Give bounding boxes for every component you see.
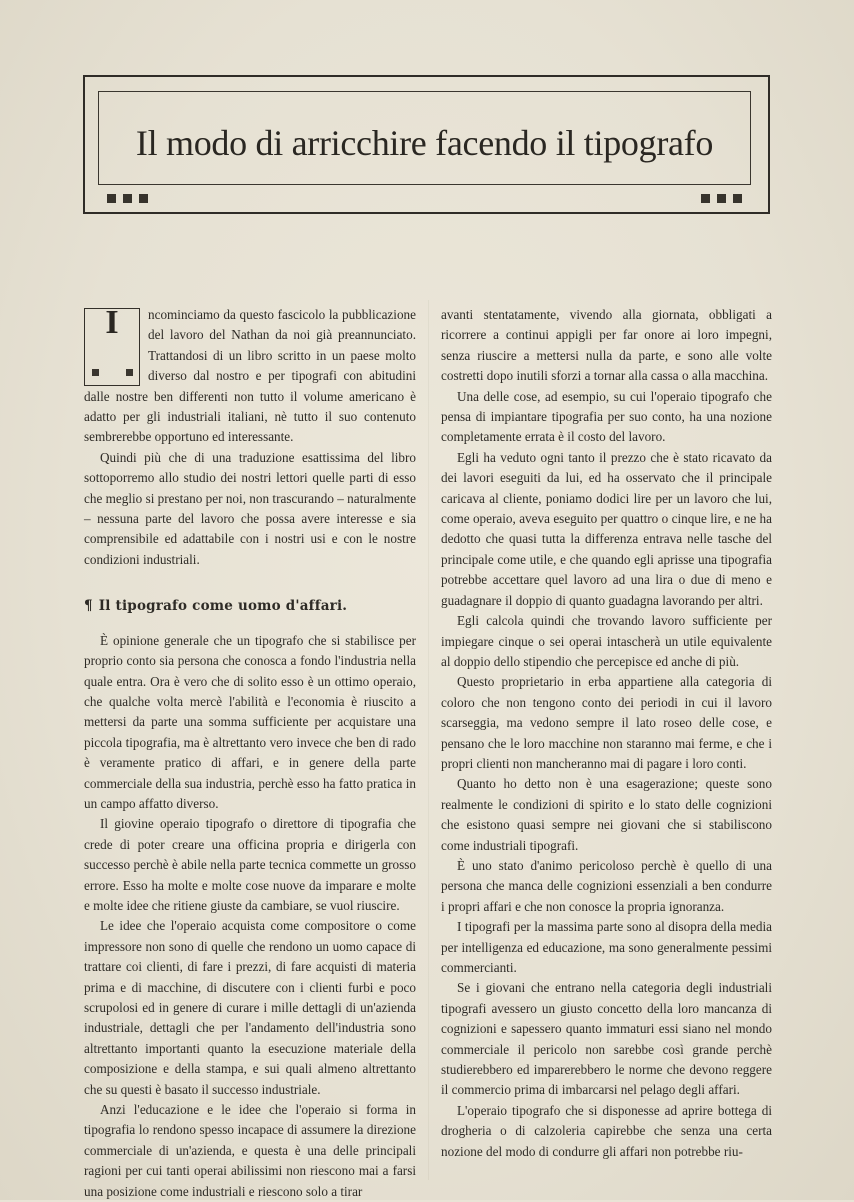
- paragraph: Quindi più che di una traduzione esattissima del libro sottoporremo allo studio dei nostri lettori quelle parti di esso che meglio si prestano per noi, non trascurando – naturalmente – nessuna parte del lavoro che possa avere interesse e sia comprensibile ed adattabile con i nostri usi e con le nostre condizioni industriali.: [84, 449, 416, 567]
- page-crease: [428, 300, 429, 1180]
- title-frame: [83, 75, 770, 214]
- paragraph: Se i giovani che entrano nella categoria degli industriali tipografi avessero un giusto concetto della loro mancanza di cognizioni e sapessero quanto immaturi essi siano nel mondo commerciale il pericolo non sarebbe così grande perchè studierebbero ed imparerebbero le norme che devono reggere il commercio prima di imbarcarsi nel pelago degli affari.: [441, 980, 772, 1098]
- paragraph: L'operaio tipografo che si disponesse ad aprire bottega di drogheria o di calzoleria capirebbe che senza una certa nozione del modo di condurre gli affari non potrebbe riu-: [441, 1102, 772, 1159]
- paragraph-text: ncominciamo da questo fascicolo la pubblicazione del lavoro del Nathan da noi già preannunciato. Trattandosi di un libro scritto in un paese molto diverso dal nostro e per tipografi con abitudini dalle nostre ben differenti non tutto il volume americano è adatto per gli industriali italiani, nè tutto il suo contenuto sembrerebbe opportuno ed interessante.: [84, 307, 416, 445]
- title-inner-frame: [98, 91, 751, 185]
- paragraph: avanti stentatamente, vivendo alla giornata, obbligati a ricorrere a continui appigli per far onore ai loro impegni, senza riuscire a mettersi nulla da parte, e sono alle volte costretti dopo inutili sforzi a tornar alla cassa o alla macchina.: [441, 307, 772, 384]
- paragraph: Egli calcola quindi che trovando lavoro sufficiente per impiegare cinque o sei operai intascherà un utile equivalente al doppio dello stipendio che percepisce ed anche di più.: [441, 613, 772, 669]
- dropcap-frame: [84, 304, 140, 386]
- paragraph: Le idee che l'operaio acquista come compositore o come impressore non sono di quelle che rendono un uomo capace di trattare coi clienti, di fare i prezzi, di fare acquisti di materia prima e di macchine, di discutere con i clienti furbi e poco scrupolosi ed in genere di curare i mille dettagli di un'azienda industriale, dettagli che per l'andamento dell'industria sono altrettanto importanti quanto la esecuzione materiale della composizione e della stampa, e sui quali almeno altrettanto che su questi è basato il successo industriale.: [84, 918, 416, 1097]
- section-heading: [84, 596, 416, 616]
- ornament-squares-left-icon: [107, 194, 148, 203]
- ornament-squares-right-icon: [701, 194, 742, 203]
- pilcrow-icon: ¶: [84, 598, 93, 615]
- dropcap-ornament-icon: [92, 369, 99, 376]
- paragraph-intro: [84, 305, 416, 448]
- right-column: [441, 305, 772, 1162]
- dropcap-letter: I: [105, 304, 119, 341]
- paragraph: Una delle cose, ad esempio, su cui l'operaio tipografo che pensa di impiantare tipografia per suo conto, ha una nozione completamente errata è il costo del lavoro.: [441, 388, 772, 445]
- section-heading-text: Il tipografo come uomo d'affari.: [98, 598, 348, 615]
- paragraph: Questo proprietario in erba appartiene alla categoria di coloro che non tengono conto dei periodi in cui il lavoro scarseggia, ma vedono sempre il lato roseo delle cose, e pensano che le loro macchine non staranno mai ferme, e che i propri clienti non mancheranno mai di pagare i loro conti.: [441, 674, 772, 771]
- left-column: [84, 305, 416, 1202]
- paragraph: Egli ha veduto ogni tanto il prezzo che è stato ricavato da dei lavori eseguiti da lui, ed ha osservato che il principale caricava al cliente, poniamo dodici lire per un lavoro che lui, come operaio, aveva eseguito per quattro o cinque lire, e ne ha dedotto che quasi tutta la differenza entrava nelle tasche del principale come utile, e che quando egli aprisse una tipografia potrebbe accettare quel lavoro ad una lira o due di meno e guadagnare il doppio di quanto guadagna lavorando per altri.: [441, 449, 772, 608]
- paragraph: È opinione generale che un tipografo che si stabilisce per proprio conto sia persona che conosca a fondo l'industria nella quale entra. Ora è vero che di solito esso è un ottimo operaio, che qualche volta mercè l'abilità e l'economia è riuscito a mettersi da parte una somma sufficiente per acquistare una piccola tipografia, ma è altrettanto vero invece che ben di rado è veramente pratico di affari, e in genere della parte commerciale della sua industria, perchè esso ha fatto pratica in un campo affatto diverso.: [84, 632, 416, 811]
- page-title: Il modo di arricchire facendo il tipografo: [135, 123, 714, 163]
- paragraph: Il giovine operaio tipografo o direttore di tipografia che crede di poter creare una officina propria e dirigerla con successo perchè è abile nella parte tecnica commette un grosso errore. Esso ha molte e molte cose nuove da imparare e molte e molte idee che ritiene giuste da cambiare, se vuol riuscire.: [84, 816, 416, 913]
- dropcap-ornament-icon: [126, 369, 133, 376]
- paragraph: I tipografi per la massima parte sono al disopra della media per intelligenza ed educazione, ma sono generalmente pessimi commercianti.: [441, 919, 772, 975]
- paragraph: Anzi l'educazione e le idee che l'operaio si forma in tipografia lo rendono spesso incapace di assumere la direzione commerciale di un'azienda, e questa è una delle principali ragioni per cui tanti operai abilissimi non riescono mai a farsi una posizione come industriali e riescono solo a tirar: [84, 1102, 416, 1199]
- paragraph: È uno stato d'animo pericoloso perchè è quello di una persona che manca delle cognizioni essenziali a ben condurre i propri affari e che non conosce la propria ignoranza.: [441, 857, 772, 914]
- paragraph: Quanto ho detto non è una esagerazione; queste sono realmente le condizioni di spirito e lo stato delle cognizioni che esistono quasi sempre nei giovani che si stabiliscono come industriali tipografi.: [441, 776, 772, 853]
